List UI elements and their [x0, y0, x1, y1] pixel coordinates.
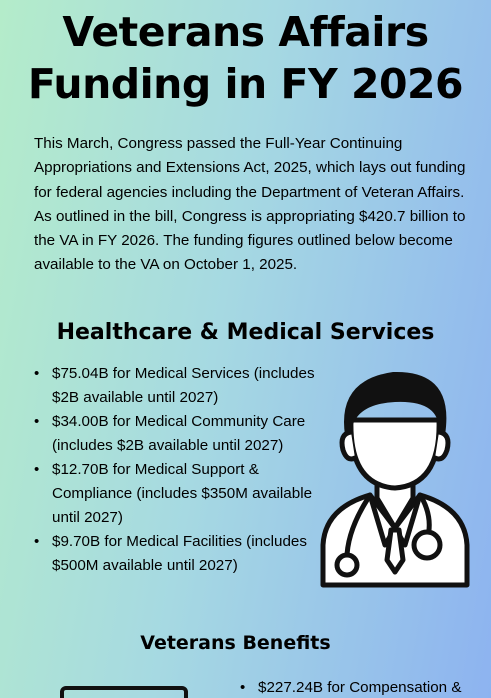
list-item: • $34.00B for Medical Community Care (includes $2B available until 2027) [34, 410, 324, 458]
title-line-2: Funding in FY 2026 [27, 60, 464, 108]
benefits-list [240, 676, 491, 698]
healthcare-heading: Healthcare & Medical Services [56, 320, 435, 345]
benefits-heading: Veterans Benefits [140, 632, 331, 654]
list-item: • $9.70B for Medical Facilities (includes $500M available until 2027) [34, 530, 324, 578]
doctor-icon [315, 360, 475, 590]
intro-paragraph: This March, Congress passed the Full-Year Continuing Appropriations and Extensions Act, 2025, which lays out funding for federal agencies including the Department of Veteran Affairs. As outlined in the bill, Congress is appropriating $420.7 billion to the VA in FY 2026. The funding figures outlined below become available to the VA on October 1, 2025. [34, 135, 466, 274]
list-item: • $12.70B for Medical Support & Compliance (includes $350M available until 2027) [34, 458, 324, 530]
list-item: • $75.04B for Medical Services (includes $2B available until 2027) [34, 362, 324, 410]
document-icon [60, 686, 188, 698]
healthcare-list [34, 362, 324, 578]
page-title [0, 6, 491, 110]
title-line-1: Veterans Affairs [62, 8, 429, 56]
list-item: • $227.24B for Compensation & [240, 676, 491, 698]
